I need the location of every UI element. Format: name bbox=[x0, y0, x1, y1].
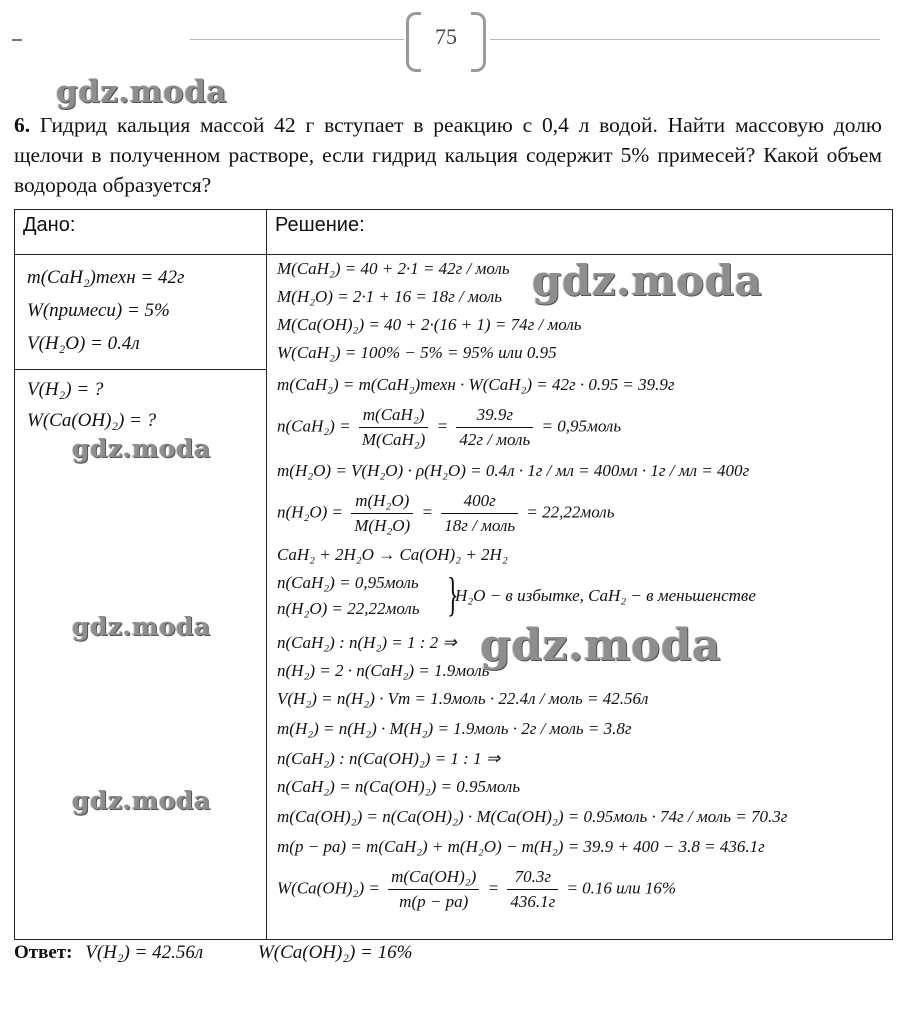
fraction bbox=[351, 491, 413, 536]
solution-line: m(CaH₂) = m(CaH₂)техн · W(CaH₂) = 42г · 0.95 = 39.9г bbox=[277, 375, 675, 394]
denominator: M(CaH₂) bbox=[361, 430, 426, 449]
reaction-equation: CaH₂ + 2H₂O → Ca(OH)₂ + 2H₂ bbox=[277, 545, 508, 564]
solution-line: H₂O − в избытке, CaH₂ − в меньшенстве bbox=[455, 586, 756, 605]
solution-line: n(H₂) = 2 · n(CaH₂) = 1.9моль bbox=[277, 661, 490, 680]
fraction bbox=[441, 491, 518, 536]
solution-fraction-line bbox=[277, 491, 614, 536]
given-item: m(CaH₂)техн = 42г bbox=[27, 267, 185, 288]
denominator: m(p − pa) bbox=[399, 892, 469, 911]
answer-label: Ответ bbox=[14, 942, 67, 963]
problem-number: 6. bbox=[14, 113, 31, 137]
numerator: 70.3г bbox=[507, 867, 558, 890]
solution-line: V(H₂) = n(H₂) · Vm = 1.9моль · 22.4л / моль = 42.56л bbox=[277, 689, 649, 708]
watermark: gdz.moda bbox=[56, 74, 227, 110]
watermark: gdz.moda bbox=[532, 256, 763, 305]
formula-lhs: W(Ca(OH)₂) = bbox=[277, 878, 380, 898]
watermark: gdz.moda bbox=[72, 786, 211, 815]
solution-fraction-line bbox=[277, 405, 621, 450]
numerator: m(CaH₂) bbox=[359, 405, 429, 428]
solution-line: M(CaH₂) = 40 + 2·1 = 42г / моль bbox=[277, 259, 510, 278]
find-item: V(H₂) = ? bbox=[27, 379, 104, 400]
solution-line: n(CaH₂) : n(Ca(OH)₂) = 1 : 1 ⇒ bbox=[277, 749, 501, 768]
denominator: M(H₂O) bbox=[354, 516, 411, 535]
curly-brace: } bbox=[447, 568, 459, 621]
denominator: 436.1г bbox=[510, 892, 556, 911]
page-number: 75 bbox=[435, 24, 457, 49]
formula-rhs: = 0.16 или 16% bbox=[566, 878, 676, 898]
fraction bbox=[388, 867, 479, 912]
numerator: 39.9г bbox=[456, 405, 533, 428]
find-item: W(Ca(OH)₂) = ? bbox=[27, 410, 157, 431]
answer-fraction: W(Ca(OH)₂) = 16% bbox=[257, 942, 413, 963]
given-item: W(примеси) = 5% bbox=[27, 300, 170, 321]
denominator: 18г / моль bbox=[444, 516, 516, 535]
problem-text: Гидрид кальция массой 42 г вступает в реакцию с 0,4 л водой. Найти массовую долю щелочи в полученном растворе, если гидрид кальция содержит 5% примесей? Какой объем водорода образуется? bbox=[14, 113, 882, 197]
header-rule-left bbox=[190, 39, 404, 40]
formula-rhs: = 22,22моль bbox=[526, 502, 615, 522]
solution-line: m(p − pa) = m(CaH₂) + m(H₂O) − m(H₂) = 39.9 + 400 − 3.8 = 436.1г bbox=[277, 837, 765, 856]
fraction bbox=[507, 867, 558, 912]
solution-line: m(H₂) = n(H₂) · M(H₂) = 1.9моль · 2г / моль = 3.8г bbox=[277, 719, 632, 738]
given-header: Дано: bbox=[15, 210, 267, 255]
problem-statement bbox=[14, 110, 882, 200]
equals-sign: = bbox=[421, 502, 433, 522]
watermark: gdz.moda bbox=[480, 620, 722, 671]
given-cell bbox=[15, 255, 267, 370]
solution-line: W(CaH₂) = 100% − 5% = 95% или 0.95 bbox=[277, 343, 557, 362]
solution-table bbox=[14, 209, 893, 940]
solution-line: m(H₂O) = V(H₂O) · ρ(H₂O) = 0.4л · 1г / мл = 400мл · 1г / мл = 400г bbox=[277, 461, 750, 480]
equals-sign: = bbox=[487, 878, 500, 898]
header-rule-right bbox=[490, 39, 880, 40]
page-number-box bbox=[406, 12, 486, 68]
solution-line: n(CaH₂) : n(H₂) = 1 : 2 ⇒ bbox=[277, 633, 457, 652]
solution-line: n(CaH₂) = 0,95моль bbox=[277, 573, 419, 592]
solution-line: m(Ca(OH)₂) = n(Ca(OH)₂) · M(Ca(OH)₂) = 0.95моль · 74г / моль = 70.3г bbox=[277, 807, 788, 826]
answer-volume: V(H₂) = 42.56л bbox=[85, 942, 204, 963]
solution-header: Решение: bbox=[267, 210, 893, 255]
numerator: m(Ca(OH)₂) bbox=[388, 867, 479, 890]
header-dash bbox=[12, 39, 22, 41]
answer-line: Ответ: V(H₂) = 42.56л W(Ca(OH)₂) = 16% bbox=[14, 942, 413, 963]
equals-sign: = bbox=[436, 416, 449, 436]
solution-line: n(CaH₂) = n(Ca(OH)₂) = 0.95моль bbox=[277, 777, 521, 796]
solution-line: M(H₂O) = 2·1 + 16 = 18г / моль bbox=[277, 287, 503, 306]
solution-line: M(Ca(OH)₂) = 40 + 2·(16 + 1) = 74г / моль bbox=[277, 315, 582, 334]
formula-lhs: n(H₂O) = bbox=[277, 502, 344, 522]
fraction bbox=[456, 405, 533, 450]
denominator: 42г / моль bbox=[459, 430, 531, 449]
watermark: gdz.moda bbox=[72, 612, 211, 641]
fraction bbox=[359, 405, 429, 450]
solution-line: n(H₂O) = 22,22моль bbox=[277, 599, 420, 618]
solution-cell bbox=[267, 255, 893, 940]
solution-fraction-line bbox=[277, 867, 676, 912]
formula-rhs: = 0,95моль bbox=[541, 416, 622, 436]
numerator: m(H₂O) bbox=[351, 491, 413, 514]
watermark: gdz.moda bbox=[72, 434, 211, 463]
numerator: 400г bbox=[441, 491, 518, 514]
given-item: V(H₂O) = 0.4л bbox=[27, 333, 140, 354]
formula-lhs: n(CaH₂) = bbox=[277, 416, 351, 436]
comparison-block bbox=[277, 568, 837, 623]
